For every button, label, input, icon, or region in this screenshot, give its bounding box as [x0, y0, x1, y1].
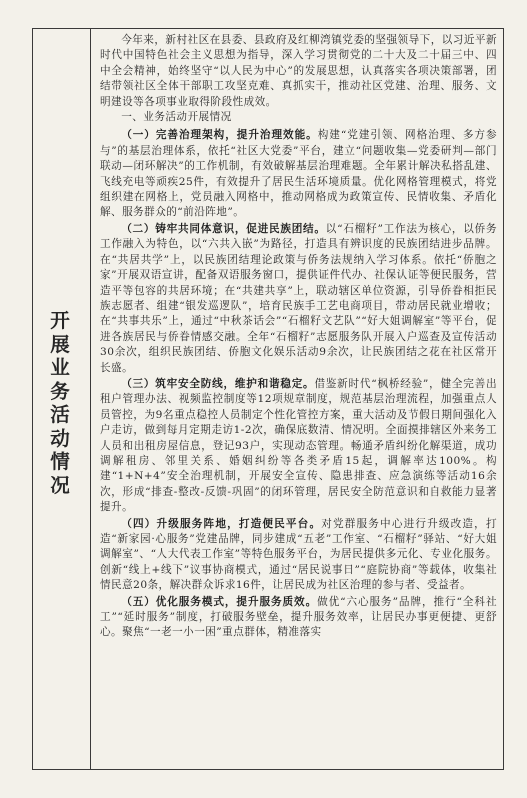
side-label-column	[33, 29, 91, 769]
item-paragraph-1	[100, 128, 497, 220]
item-heading-1: （一）完善治理架构，提升治理效能。	[121, 129, 318, 142]
item-paragraph-5	[100, 595, 497, 641]
item-paragraph-3	[100, 377, 497, 516]
item-paragraph-2	[100, 222, 497, 376]
item-body-2: 以“石榴籽”工作法为核心，以侨务工作融入为特色，以“六共入嵌”为路径，打造具有辨识度的民族团结进步品牌。在“共居共学”上，以民族团结理论政策与侨务法规纳入学习体系。依托“侨胞之家”开展双语宣讲，配备双语服务窗口，提供证件代办、社保认证等便民服务，营造平等包容的共居环境；在“共建共享”上，联动辖区单位资源，引导侨眷相拒民族志愿者、组建“银发巡逻队”，培育民族手工艺电商项目，带动居民就业增收；在“共事共乐”上，通过“中秋茶话会”“石榴籽文艺队”“好大姐调解室”等平台，促进各族居民与侨眷情感交融。全年“石榴籽”志愿服务队开展入户巡查及宣传活动30余次，组织民族团结、侨胞文化娱乐活动9余次，让民族团结之花在社区常开长盛。	[100, 222, 497, 374]
item-paragraph-4	[100, 517, 497, 594]
item-body-5: 做优“六心服务”品牌，推行“全科社工”“延时服务”制度，打破服务壁垒，提升服务效率，让居民办事更便捷、更舒心。聚焦“一老一小一困”重点群体，精准落实	[100, 595, 497, 639]
report-table-frame	[32, 28, 504, 770]
item-body-3: 借鉴新时代“枫桥经验”，健全完善出租户管理办法、视频监控制度等12项规章制度，规范基层治理流程，加强重点人员管控，为9名重点稳控人员制定个性化管控方案，重大活动及节假日期间强化入户走访，做到每月定期走访1-2次，确保底数清、情况明。全面摸排辖区外来务工人员和出租房屋信息，登记93户，实现动态管理。畅通矛盾纠纷化解渠道，成功调解租房、邻里关系、婚姻纠纷等各类矛盾15起，调解率达100%。构建“1+N+4”安全治理机制，开展安全宣传、隐患排查、应急演练等活动16余次，形成“排查-整改-反馈-巩固”的闭环管理，居民安全防范意识和自救能力显著提升。	[100, 377, 497, 514]
section-title: 一、业务活动开展情况	[121, 111, 232, 124]
report-content	[100, 33, 497, 641]
intro-paragraph: 今年来，新村社区在县委、县政府及红柳湾镇党委的坚强领导下，以习近平新时代中国特色社会主义思想为指导，深入学习贯彻党的二十大及二十届三中、四中全会精神，始终坚守“以人民为中心”的发展思想，认真落实各项决策部署，团结带领社区全体干部职工攻坚克难、真抓实干，推动社区党建、治理、服务、文明建设等各项事业取得阶段性成效。	[100, 34, 497, 108]
item-body-4: 对党群服务中心进行升级改造，打造“新家园·心服务”党建品牌，同步建成“五老”工作室、“石榴籽”驿站、“好大姐调解室”、“人大代表工作室”等特色服务平台，为居民提供多元化、专业化服务。创新“线上+线下”议事协商模式，通过“居民说事日”“庭院协商”等载体，收集社情民意20条，解决群众诉求16件，让居民成为社区治理的参与者、受益者。	[100, 517, 497, 592]
item-heading-3: （三）筑牢安全防线，维护和谐稳定。	[121, 377, 315, 390]
item-heading-4: （四）升级服务阵地，打造便民平台。	[121, 517, 322, 530]
item-heading-2: （二）铸牢共同体意识，促进民族团结。	[121, 222, 326, 235]
section-side-label: 开展业务活动情况	[50, 309, 70, 497]
item-body-1: 构建“党建引领、网格治理、多方参与”的基层治理体系，依托“社区大党委”平台，建立“问题收集—党委研判—部门联动—闭环解决”的工作机制，有效破解基层治理难题。全年累计解决私搭乱建、飞线充电等顽疾25件，有效提升了居民生活环境质量。优化网格管理模式，将党组织建在网格上，党员融入网格中，推动网格成为政策宣传、民情收集、矛盾化解、服务群众的“前沿阵地”。	[100, 129, 497, 219]
item-heading-5: （五）优化服务模式，提升服务质效。	[121, 595, 318, 608]
